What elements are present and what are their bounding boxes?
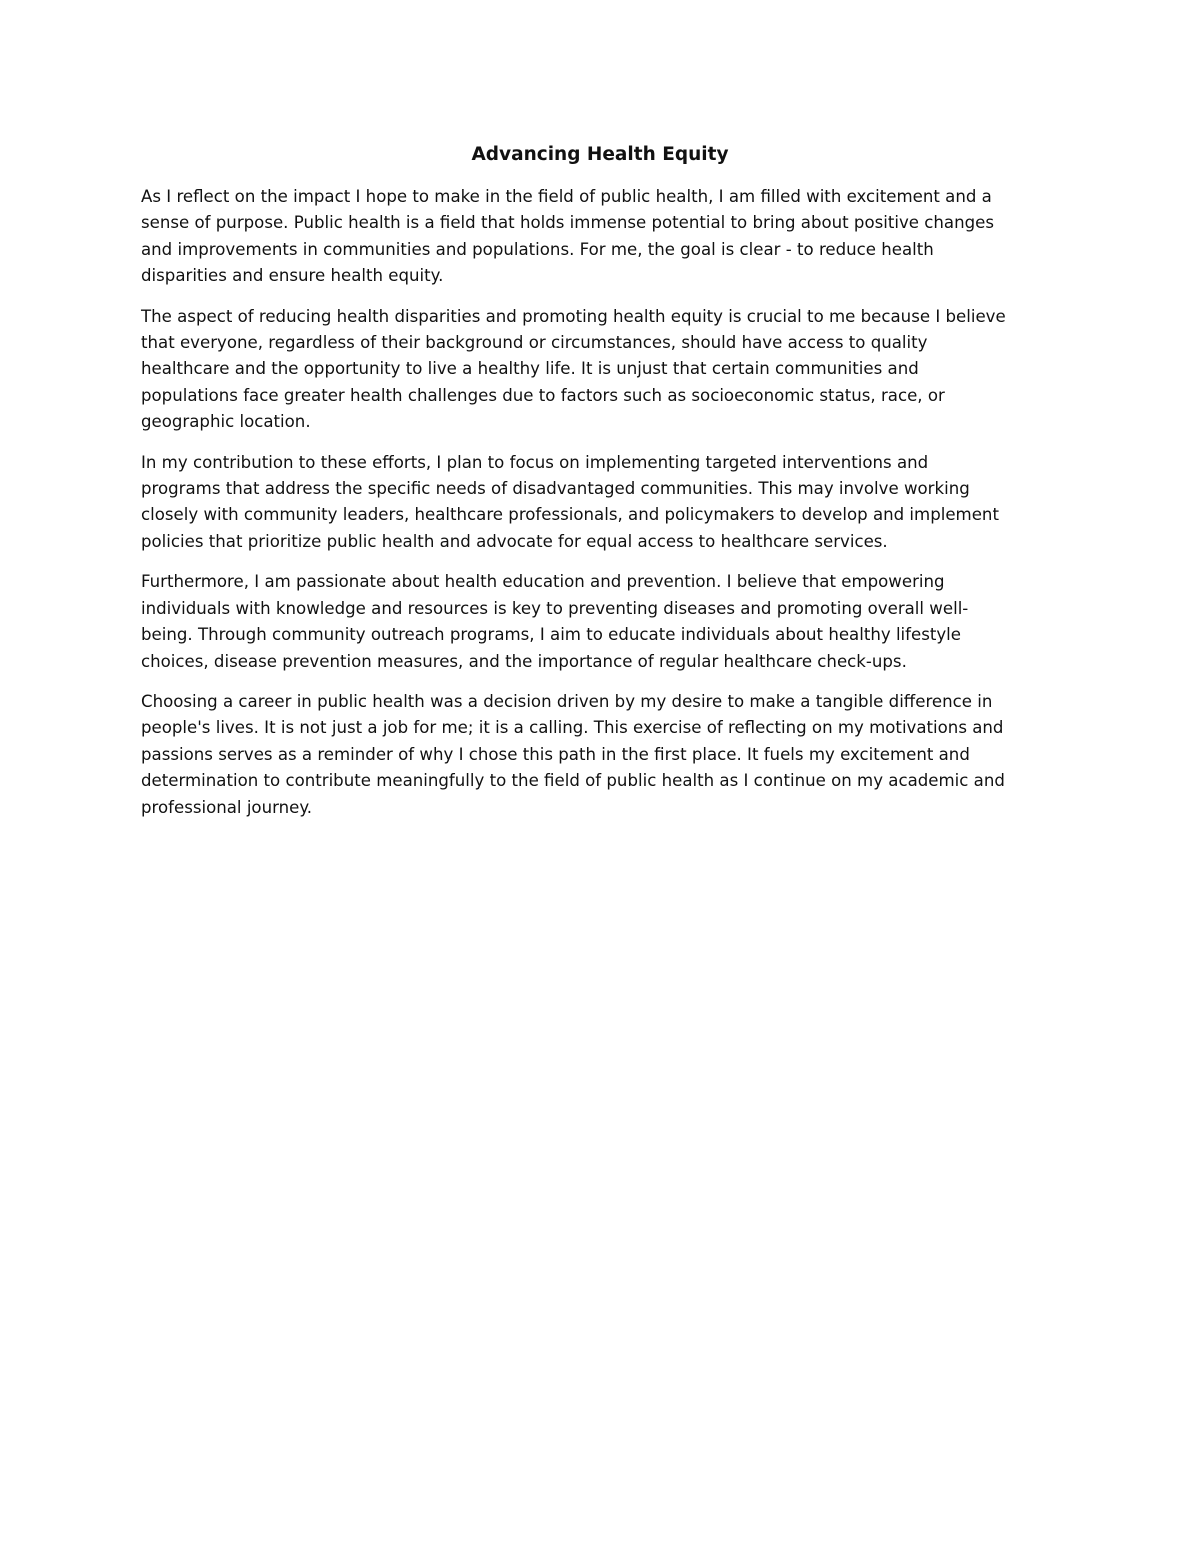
text-line: populations face greater health challenges due to factors such as socioeconomic status, race, or: [141, 385, 945, 405]
text-line: sense of purpose. Public health is a field that holds immense potential to bring about positive changes: [141, 213, 995, 233]
text-line: choices, disease prevention measures, and the importance of regular healthcare check-ups.: [141, 651, 907, 671]
text-line: geographic location.: [141, 412, 311, 432]
paragraph: [141, 304, 1059, 436]
text-line: individuals with knowledge and resources is key to preventing diseases and promoting overall well-: [141, 598, 969, 618]
text-line: policies that prioritize public health and advocate for equal access to healthcare services.: [141, 531, 888, 551]
text-line: passions serves as a reminder of why I chose this path in the first place. It fuels my excitement and: [141, 744, 970, 764]
text-line: disparities and ensure health equity.: [141, 266, 444, 286]
text-line: Furthermore, I am passionate about health education and prevention. I believe that empowering: [141, 572, 945, 592]
text-line: people's lives. It is not just a job for me; it is a calling. This exercise of reflecting on my motivations and: [141, 718, 1004, 738]
text-line: that everyone, regardless of their background or circumstances, should have access to quality: [141, 333, 928, 353]
paragraph: [141, 569, 1059, 675]
text-line: professional journey.: [141, 797, 313, 817]
document-title: Advancing Health Equity: [471, 144, 729, 165]
text-line: As I reflect on the impact I hope to make in the field of public health, I am filled with excitement and a: [141, 187, 992, 206]
text-line: closely with community leaders, healthcare professionals, and policymakers to develop and implement: [141, 505, 999, 525]
document-body: [141, 140, 1059, 835]
paragraph: [141, 450, 1059, 556]
text-line: healthcare and the opportunity to live a healthy life. It is unjust that certain communities and: [141, 359, 919, 379]
text-line: Choosing a career in public health was a decision driven by my desire to make a tangible difference in: [141, 691, 993, 711]
text-line: programs that address the specific needs of disadvantaged communities. This may involve working: [141, 479, 970, 499]
paragraph: [141, 184, 1059, 290]
paragraph: [141, 689, 1059, 821]
text-line: and improvements in communities and populations. For me, the goal is clear - to reduce health: [141, 239, 934, 259]
text-line: In my contribution to these efforts, I plan to focus on implementing targeted interventions and: [141, 452, 929, 472]
text-line: The aspect of reducing health disparities and promoting health equity is crucial to me because I believe: [141, 306, 1006, 326]
text-line: being. Through community outreach programs, I aim to educate individuals about healthy lifestyle: [141, 625, 962, 645]
text-line: determination to contribute meaningfully to the field of public health as I continue on my academic and: [141, 771, 1005, 791]
